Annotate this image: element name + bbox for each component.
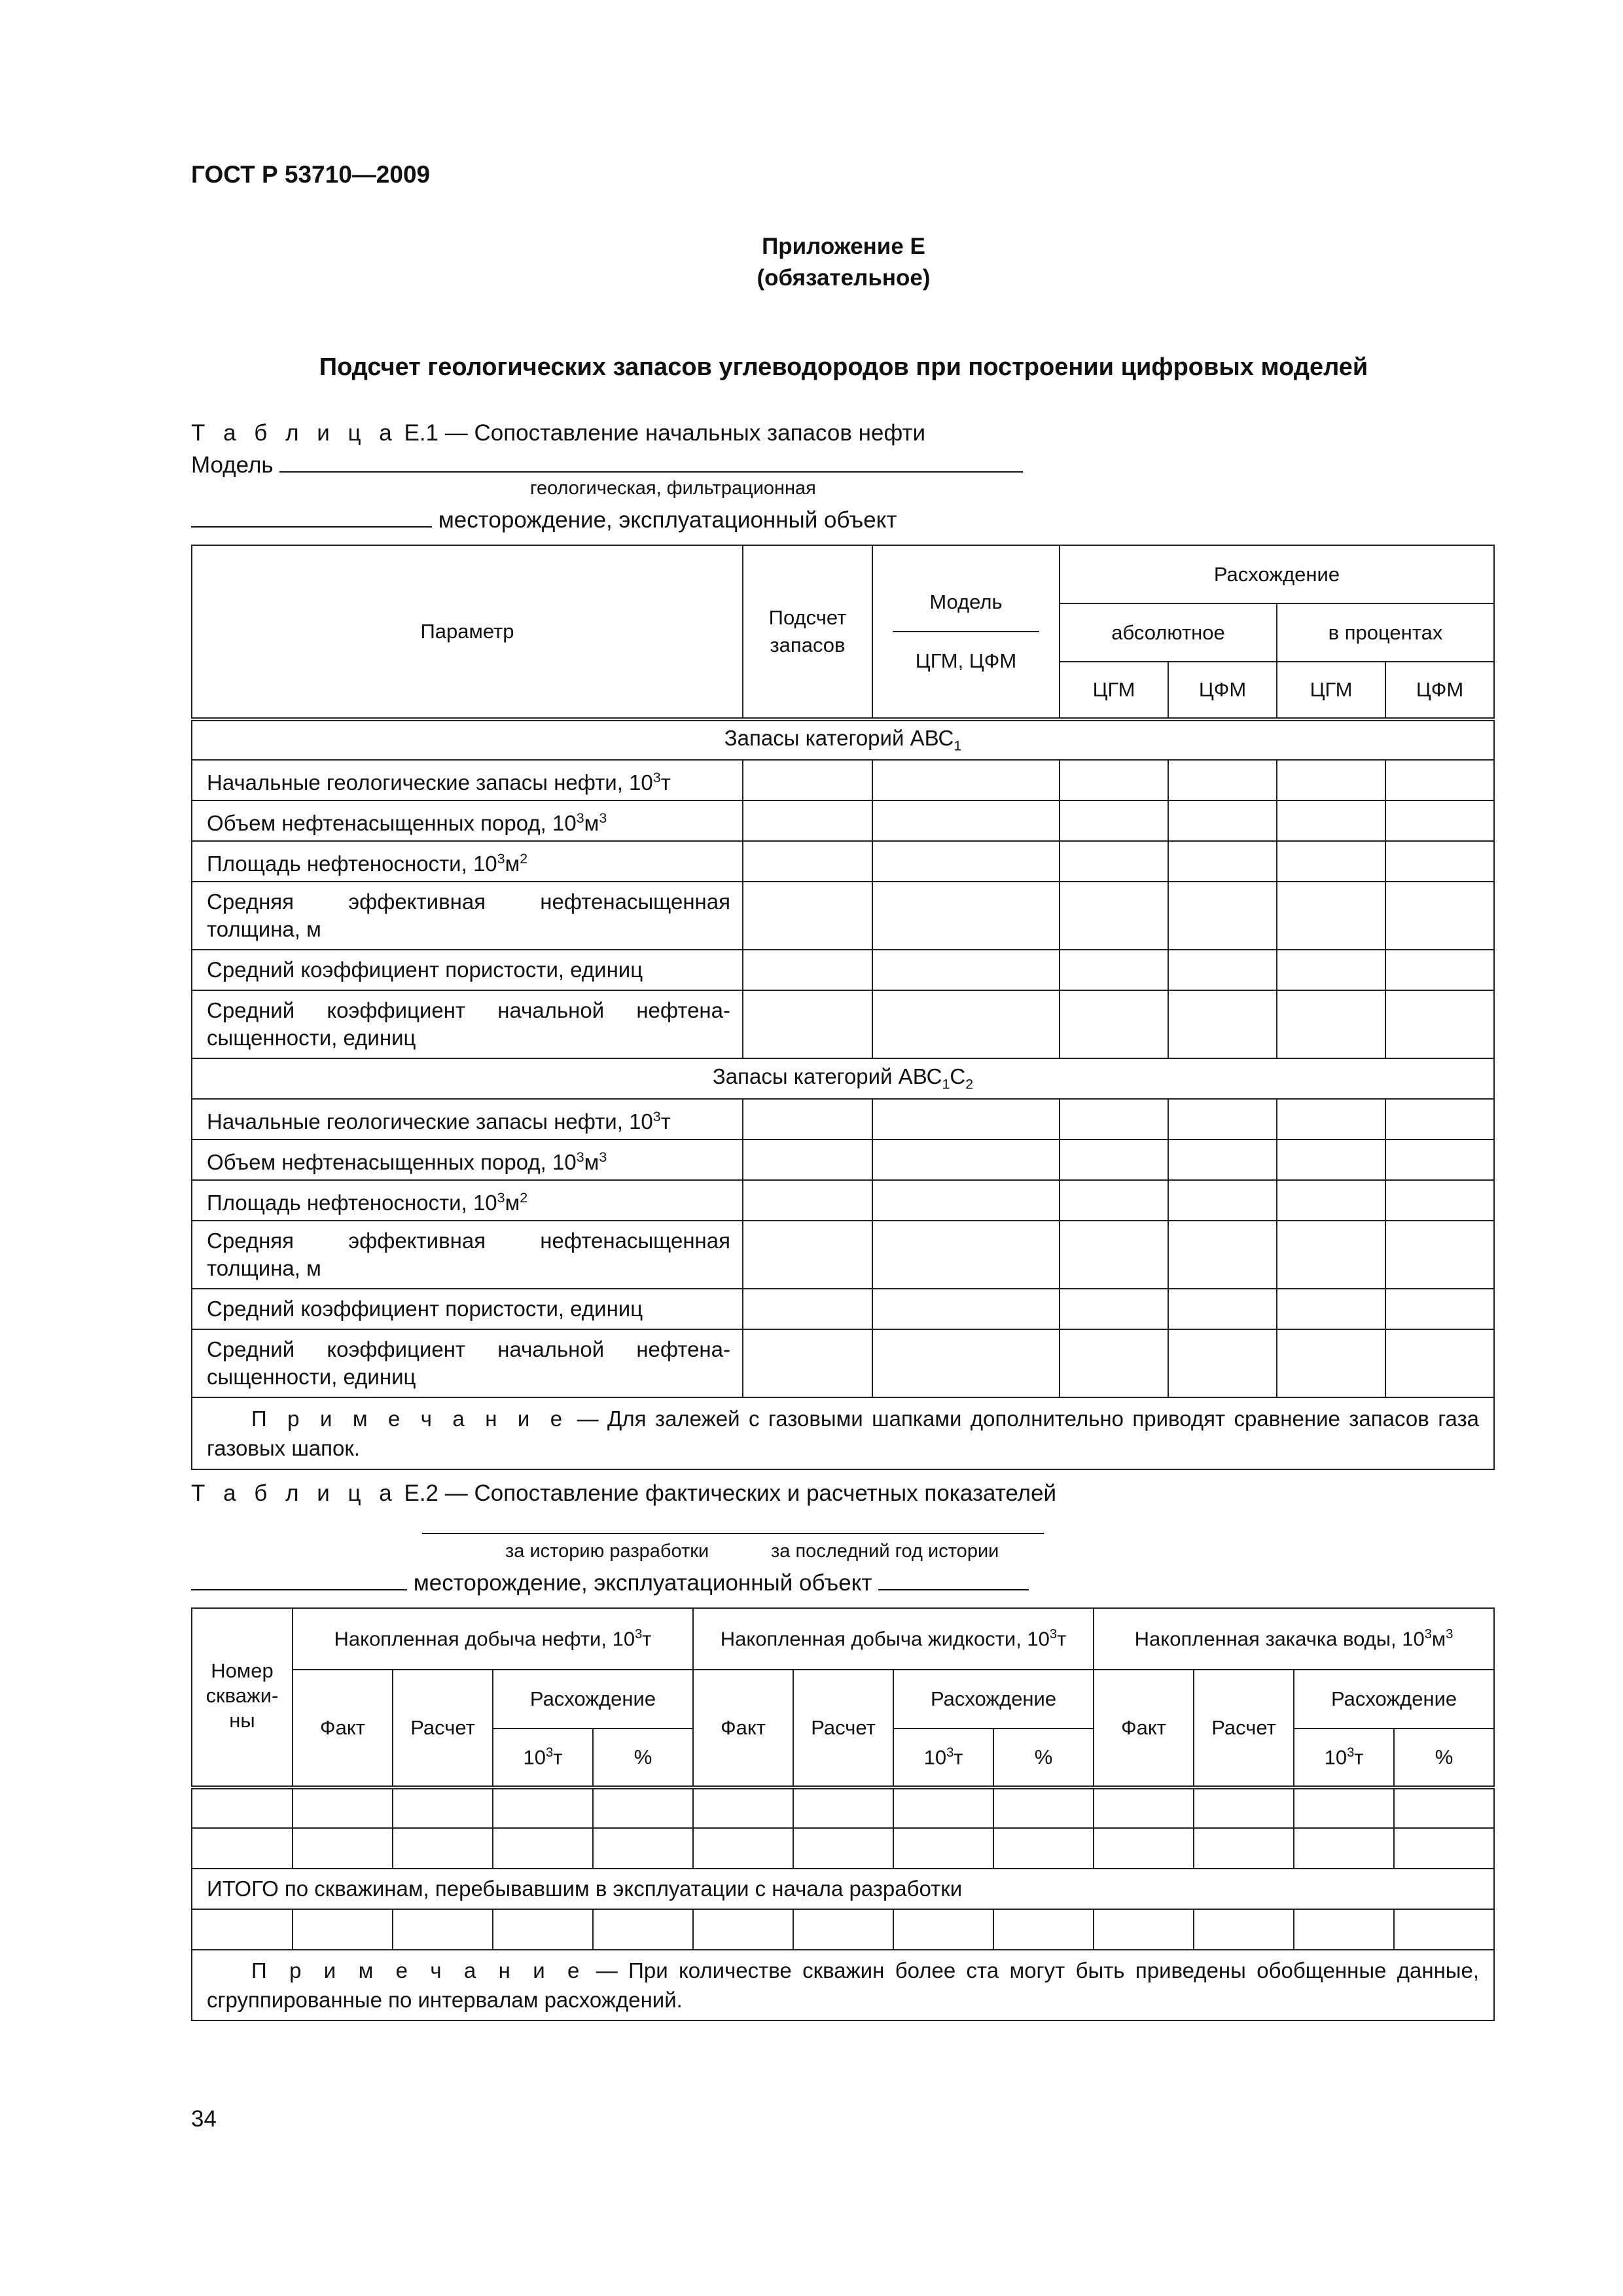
table1-field-line	[191, 503, 897, 533]
table1-caption	[191, 420, 925, 446]
cell[interactable]	[743, 1289, 872, 1329]
header-abs-cgm: ЦГМ	[1060, 662, 1168, 719]
table1-model-label: Модель	[191, 452, 274, 478]
table2-period-hint-2: за последний год истории	[771, 1541, 999, 1562]
row-oil-area: Площадь нефтеносности, $10^3м^2$	[192, 1180, 743, 1221]
table1-model-blank[interactable]	[279, 448, 1023, 473]
cell[interactable]	[1294, 1787, 1394, 1828]
cell[interactable]	[1385, 800, 1494, 841]
table1-field-label: месторождение, эксплуатационный объект	[438, 507, 897, 533]
cell[interactable]	[1294, 1828, 1394, 1869]
header-oil-pct: %	[593, 1729, 693, 1787]
header-oil-tons: $10^3т$	[493, 1729, 593, 1787]
header-count: Подсчет запасов	[743, 545, 872, 719]
header-parameter: Параметр	[192, 545, 743, 719]
cell[interactable]	[593, 1828, 693, 1869]
cell[interactable]	[192, 1828, 293, 1869]
cell[interactable]	[1277, 1221, 1385, 1289]
table2-period-hint-1: за историю разработки	[505, 1541, 709, 1562]
cell[interactable]	[743, 990, 872, 1058]
cell[interactable]	[1168, 1289, 1277, 1329]
cell[interactable]	[793, 1828, 893, 1869]
cell[interactable]	[1194, 1828, 1294, 1869]
table2-field-label: месторождение, эксплуатационный объект	[413, 1570, 872, 1596]
cell[interactable]	[293, 1787, 393, 1828]
header-discrepancy: Расхождение	[1060, 545, 1494, 603]
section-abc1: Запасы категорий $АВС_1$	[192, 719, 1494, 760]
cell[interactable]	[1277, 1329, 1385, 1397]
cell[interactable]	[1060, 1329, 1168, 1397]
cell[interactable]	[1277, 1289, 1385, 1329]
table1-model-hint: геологическая, фильтрационная	[530, 478, 816, 499]
header-pct-cfm: ЦФМ	[1385, 662, 1494, 719]
cell[interactable]	[693, 1828, 793, 1869]
header-absolute: абсолютное	[1060, 603, 1277, 662]
table2-caption-text: Е.2 — Сопоставление фактических и расчетных показателей	[404, 1480, 1057, 1506]
header-oil: Накопленная добыча нефти, $10^3т$	[293, 1608, 693, 1670]
table2-object-blank[interactable]	[878, 1566, 1029, 1590]
row-oil-reserves: Начальные геологические запасы нефти, $10^3т$	[192, 760, 743, 800]
cell[interactable]	[1194, 1909, 1294, 1950]
cell[interactable]	[1385, 1289, 1494, 1329]
row-oil-reserves: Начальные геологические запасы нефти, $10^3т$	[192, 1099, 743, 1139]
cell[interactable]	[1094, 1828, 1194, 1869]
cell[interactable]	[693, 1787, 793, 1828]
document-code: ГОСТ Р 53710—2009	[191, 161, 431, 188]
table1-note: П р и м е ч а н и е — Для залежей с газовыми шапками дополнительно приводят сравнение запасов газа газовых шапок.	[192, 1397, 1494, 1469]
header-liquid-pct: %	[993, 1729, 1094, 1787]
cell[interactable]	[872, 1180, 1060, 1221]
cell[interactable]	[1168, 760, 1277, 800]
header-oil-calc: Расчет	[393, 1670, 493, 1787]
cell[interactable]	[793, 1787, 893, 1828]
page-number: 34	[191, 2106, 217, 2132]
table2-total-row: ИТОГО по скважинам, перебывавшим в эксплуатации с начала разработки	[192, 1869, 1494, 1909]
cell[interactable]	[993, 1787, 1094, 1828]
cell[interactable]	[743, 1221, 872, 1289]
row-porosity: Средний коэффициент пористости, единиц	[192, 1289, 743, 1329]
cell[interactable]	[993, 1828, 1094, 1869]
header-percent: в процентах	[1277, 603, 1494, 662]
cell[interactable]	[743, 1180, 872, 1221]
cell[interactable]	[1094, 1787, 1194, 1828]
header-well: Номер скважи-ны	[192, 1608, 293, 1787]
table2-field-line	[191, 1566, 1029, 1596]
row-saturation: Средний коэффициент начальной нефтена-сыщенности, единиц	[192, 990, 743, 1058]
cell[interactable]	[493, 1909, 593, 1950]
header-oil-discrepancy: Расхождение	[493, 1670, 693, 1729]
cell[interactable]	[893, 1787, 993, 1828]
cell[interactable]	[1385, 882, 1494, 950]
header-water-discrepancy: Расхождение	[1294, 1670, 1494, 1729]
cell[interactable]	[872, 1221, 1060, 1289]
cell[interactable]	[1277, 760, 1385, 800]
cell[interactable]	[1385, 1221, 1494, 1289]
cell[interactable]	[1385, 950, 1494, 990]
row-thickness: Средняя эффективная нефтенасыщенная толщина, м	[192, 882, 743, 950]
table1-field-blank[interactable]	[191, 503, 432, 528]
cell[interactable]	[593, 1787, 693, 1828]
cell[interactable]	[1385, 990, 1494, 1058]
cell[interactable]	[1168, 800, 1277, 841]
header-water-fact: Факт	[1094, 1670, 1194, 1787]
header-water-calc: Расчет	[1194, 1670, 1294, 1787]
header-oil-fact: Факт	[293, 1670, 393, 1787]
header-model	[872, 545, 1060, 719]
table1-model-line	[191, 448, 1023, 478]
cell[interactable]	[1168, 1180, 1277, 1221]
cell[interactable]	[743, 800, 872, 841]
header-abs-cfm: ЦФМ	[1168, 662, 1277, 719]
header-liquid-discrepancy: Расхождение	[893, 1670, 1094, 1729]
cell[interactable]	[872, 1099, 1060, 1139]
cell[interactable]	[743, 841, 872, 882]
cell[interactable]	[1168, 1221, 1277, 1289]
table2-field-blank[interactable]	[191, 1566, 407, 1590]
cell[interactable]	[593, 1909, 693, 1950]
row-rock-volume: Объем нефтенасыщенных пород, $10^3м^3$	[192, 1139, 743, 1180]
cell[interactable]	[1385, 1329, 1494, 1397]
table1-caption-label: Т а б л и ц а	[191, 420, 398, 446]
header-liquid: Накопленная добыча жидкости, $10^3т$	[693, 1608, 1094, 1670]
cell[interactable]	[1060, 1099, 1168, 1139]
cell[interactable]	[743, 882, 872, 950]
cell[interactable]	[793, 1909, 893, 1950]
cell[interactable]	[1168, 841, 1277, 882]
header-liquid-tons: $10^3т$	[893, 1729, 993, 1787]
cell[interactable]	[872, 760, 1060, 800]
cell[interactable]	[1385, 1180, 1494, 1221]
cell[interactable]	[693, 1909, 793, 1950]
cell[interactable]	[872, 800, 1060, 841]
cell[interactable]	[872, 1289, 1060, 1329]
row-porosity: Средний коэффициент пористости, единиц	[192, 950, 743, 990]
cell[interactable]	[1168, 1139, 1277, 1180]
row-oil-area: Площадь нефтеносности, $10^3м^2$	[192, 841, 743, 882]
cell[interactable]	[872, 990, 1060, 1058]
header-model-label: Модель	[893, 590, 1039, 632]
cell[interactable]	[393, 1828, 493, 1869]
cell[interactable]	[1060, 1289, 1168, 1329]
cell[interactable]	[1277, 1099, 1385, 1139]
cell[interactable]	[872, 1139, 1060, 1180]
header-model-types: ЦГМ, ЦФМ	[915, 649, 1017, 672]
cell[interactable]	[1385, 841, 1494, 882]
cell[interactable]	[1277, 841, 1385, 882]
appendix-status: (обязательное)	[757, 265, 931, 291]
cell[interactable]	[1394, 1909, 1494, 1950]
cell[interactable]	[493, 1787, 593, 1828]
cell[interactable]	[192, 1909, 293, 1950]
header-liquid-calc: Расчет	[793, 1670, 893, 1787]
row-rock-volume: Объем нефтенасыщенных пород, $10^3м^3$	[192, 800, 743, 841]
cell[interactable]	[1277, 990, 1385, 1058]
cell[interactable]	[1277, 800, 1385, 841]
table2-period-blank[interactable]	[422, 1513, 1044, 1534]
header-liquid-fact: Факт	[693, 1670, 793, 1787]
table1-caption-text: Е.1 — Сопоставление начальных запасов нефти	[404, 420, 926, 446]
cell[interactable]	[1277, 950, 1385, 990]
cell[interactable]	[1385, 760, 1494, 800]
cell[interactable]	[1394, 1828, 1494, 1869]
cell[interactable]	[872, 950, 1060, 990]
cell[interactable]	[1060, 990, 1168, 1058]
cell[interactable]	[1168, 882, 1277, 950]
row-thickness: Средняя эффективная нефтенасыщенная толщина, м	[192, 1221, 743, 1289]
header-water: Накопленная закачка воды, $10^3м^3$	[1094, 1608, 1494, 1670]
cell[interactable]	[1294, 1909, 1394, 1950]
cell[interactable]	[1060, 841, 1168, 882]
header-pct-cgm: ЦГМ	[1277, 662, 1385, 719]
row-saturation: Средний коэффициент начальной нефтена-сыщенности, единиц	[192, 1329, 743, 1397]
cell[interactable]	[1168, 990, 1277, 1058]
cell[interactable]	[1168, 1329, 1277, 1397]
cell[interactable]	[1060, 760, 1168, 800]
cell[interactable]	[1094, 1909, 1194, 1950]
table2-caption	[191, 1480, 1056, 1507]
cell[interactable]	[393, 1787, 493, 1828]
cell[interactable]	[1060, 950, 1168, 990]
cell[interactable]	[1168, 1099, 1277, 1139]
table2-caption-label: Т а б л и ц а	[191, 1480, 398, 1506]
cell[interactable]	[1194, 1787, 1294, 1828]
cell[interactable]	[743, 1329, 872, 1397]
cell[interactable]	[293, 1828, 393, 1869]
cell[interactable]	[872, 882, 1060, 950]
cell[interactable]	[1168, 950, 1277, 990]
cell[interactable]	[743, 1099, 872, 1139]
cell[interactable]	[1060, 800, 1168, 841]
cell[interactable]	[1060, 882, 1168, 950]
table2-note: П р и м е ч а н и е — При количестве скважин более ста могут быть приведены обобщенные данные, сгруппированные по интервалам расхождений.	[192, 1950, 1494, 2020]
cell[interactable]	[893, 1909, 993, 1950]
cell[interactable]	[1277, 1180, 1385, 1221]
cell[interactable]	[1277, 1139, 1385, 1180]
table-e1	[191, 545, 1495, 1470]
cell[interactable]	[893, 1828, 993, 1869]
cell[interactable]	[1394, 1787, 1494, 1828]
cell[interactable]	[743, 950, 872, 990]
appendix-title: Приложение Е	[762, 234, 925, 259]
cell[interactable]	[393, 1909, 493, 1950]
cell[interactable]	[1277, 882, 1385, 950]
cell[interactable]	[293, 1909, 393, 1950]
cell[interactable]	[1385, 1099, 1494, 1139]
cell[interactable]	[192, 1787, 293, 1828]
header-water-tons: $10^3т$	[1294, 1729, 1394, 1787]
cell[interactable]	[993, 1909, 1094, 1950]
section-abc1c2: Запасы категорий $АВС_1С_2$	[192, 1058, 1494, 1099]
cell[interactable]	[743, 1139, 872, 1180]
cell[interactable]	[872, 1329, 1060, 1397]
cell[interactable]	[1385, 1139, 1494, 1180]
cell[interactable]	[1060, 1180, 1168, 1221]
section-title: Подсчет геологических запасов углеводородов при построении цифровых моделей	[319, 353, 1368, 381]
cell[interactable]	[1060, 1221, 1168, 1289]
cell[interactable]	[493, 1828, 593, 1869]
cell[interactable]	[1060, 1139, 1168, 1180]
cell[interactable]	[743, 760, 872, 800]
header-water-pct: %	[1394, 1729, 1494, 1787]
cell[interactable]	[872, 841, 1060, 882]
table-e2	[191, 1607, 1495, 2021]
